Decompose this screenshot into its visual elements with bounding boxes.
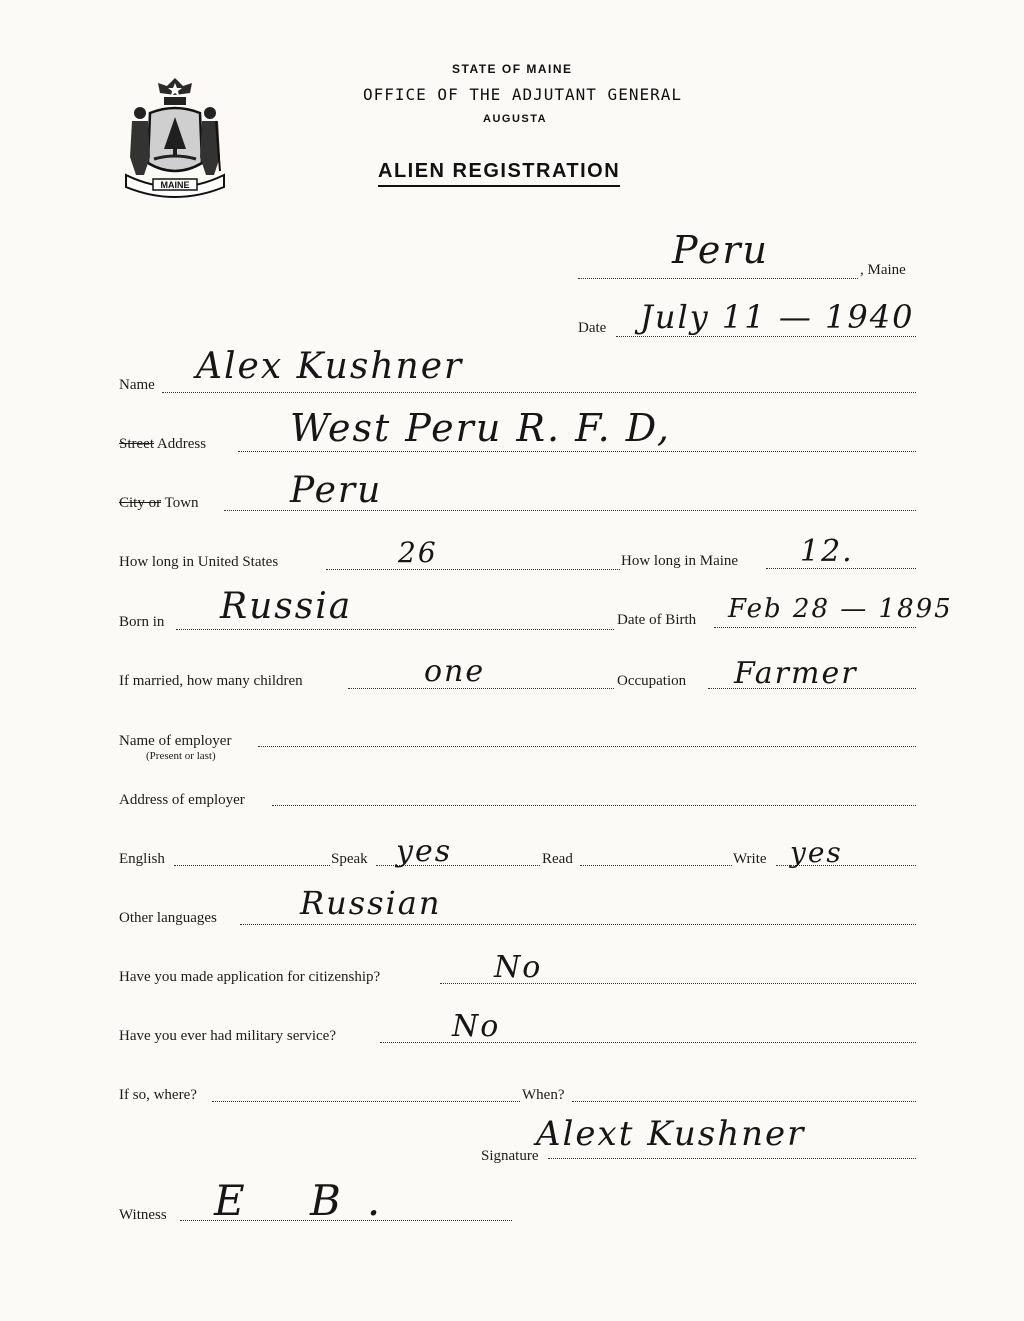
- other-languages-line: [240, 924, 916, 925]
- signature-label: Signature: [481, 1148, 539, 1164]
- speak-value: yes: [396, 834, 453, 869]
- how-long-maine-label: How long in Maine: [621, 553, 739, 569]
- if-so-where-label: If so, where?: [119, 1087, 197, 1103]
- date-of-birth-label: Date of Birth: [617, 612, 697, 628]
- date-of-birth-value: Feb 28 — 1895: [728, 594, 953, 624]
- employer-address-label: Address of employer: [119, 792, 245, 808]
- address-label: [119, 436, 206, 453]
- city-strike-label: City or: [119, 495, 162, 511]
- occupation-value: Farmer: [734, 656, 858, 691]
- how-long-us-value: 26: [398, 536, 438, 569]
- born-in-label: Born in: [119, 614, 165, 630]
- signature-line: [548, 1158, 916, 1159]
- when-line: [572, 1101, 916, 1102]
- name-line: [162, 392, 916, 393]
- when-label: When?: [522, 1087, 565, 1103]
- date-line: [616, 336, 916, 337]
- born-in-value: Russia: [220, 586, 353, 627]
- town-value: Peru: [672, 228, 769, 272]
- state-seal-icon: [120, 75, 230, 200]
- military-value: No: [452, 1009, 501, 1044]
- date-value: July 11 — 1940: [640, 298, 915, 336]
- other-languages-value: Russian: [300, 884, 442, 922]
- name-value: Alex Kushner: [196, 346, 464, 387]
- town-line: [578, 278, 858, 279]
- date-label: Date: [578, 320, 607, 336]
- how-long-us-label: How long in United States: [119, 554, 279, 570]
- town-label: [119, 495, 199, 512]
- read-line: [580, 865, 732, 866]
- employer-address-line: [272, 805, 916, 806]
- write-value: yes: [790, 836, 843, 869]
- read-label: Read: [542, 851, 573, 867]
- speak-label: Speak: [331, 851, 368, 867]
- town-suffix-label: Town: [161, 495, 199, 511]
- signature-value: Alext Kushner: [536, 1114, 806, 1154]
- name-label: Name: [119, 377, 155, 393]
- occupation-label: Occupation: [617, 673, 687, 689]
- header-city: AUGUSTA: [483, 113, 548, 125]
- address-value: West Peru R. F. D,: [290, 406, 671, 450]
- other-languages-label: Other languages: [119, 910, 217, 926]
- where-line: [212, 1101, 520, 1102]
- military-label: Have you ever had military service?: [119, 1028, 336, 1044]
- svg-text:MAINE: MAINE: [160, 180, 190, 190]
- page-title: ALIEN REGISTRATION: [378, 160, 620, 187]
- born-in-line: [176, 629, 614, 630]
- citizenship-value: No: [494, 950, 543, 985]
- employer-note-label: (Present or last): [146, 750, 216, 762]
- english-label: English: [119, 851, 165, 867]
- how-long-us-line: [326, 569, 620, 570]
- how-long-maine-value: 12.: [800, 534, 854, 569]
- write-label: Write: [733, 851, 767, 867]
- street-strike-label: Street: [119, 436, 154, 452]
- children-label: If married, how many children: [119, 673, 303, 689]
- header-office: OFFICE OF THE ADJUTANT GENERAL: [363, 85, 682, 104]
- header-state: STATE OF MAINE: [452, 62, 573, 76]
- maine-label: , Maine: [860, 262, 906, 278]
- english-line: [174, 865, 330, 866]
- witness-label: Witness: [119, 1207, 167, 1223]
- address-line: [238, 451, 916, 452]
- employer-name-label: Name of employer: [119, 733, 232, 749]
- citizenship-label: Have you made application for citizenship?: [119, 969, 381, 985]
- employer-name-line: [258, 746, 916, 747]
- children-value: one: [424, 654, 486, 689]
- witness-value: E B.: [214, 1176, 407, 1225]
- date-of-birth-line: [714, 627, 916, 628]
- city-town-value: Peru: [290, 470, 383, 511]
- address-suffix-label: Address: [154, 436, 207, 452]
